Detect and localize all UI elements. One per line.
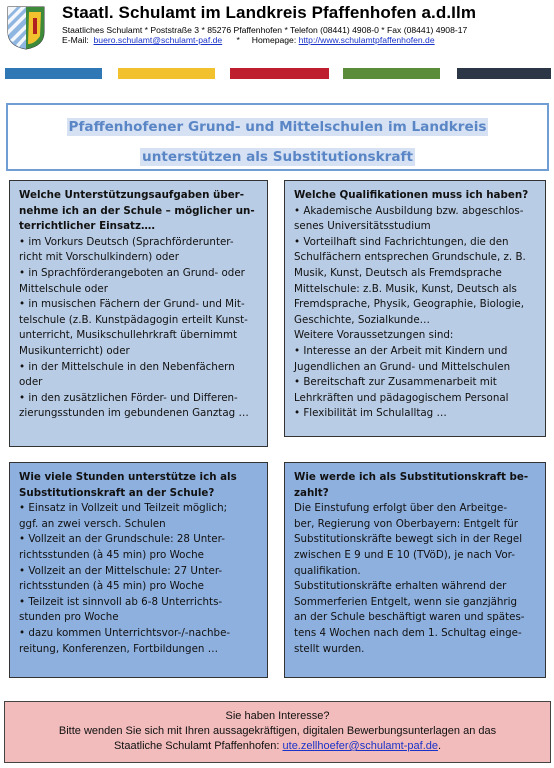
list-item: oder — [19, 376, 43, 389]
contact-box — [4, 701, 551, 763]
list-item: • Interesse an der Arbeit mit Kindern und — [294, 344, 508, 357]
payment-box — [284, 462, 546, 678]
list-item: Schulfächern entsprechen Grundschule, z. B. — [294, 251, 526, 264]
list-item: • Einsatz in Vollzeit und Teilzeit möglich; — [19, 502, 228, 515]
list-item: Musikunterricht) oder — [19, 344, 130, 357]
coat-of-arms-logo — [7, 6, 45, 50]
tasks-heading: Welche Unterstützungsaufgaben über- nehme ich an der Schule – möglicher un- terrichtlicher Einsatz…. — [19, 189, 255, 233]
list-item: richtsstunden (à 45 min) pro Woche — [19, 548, 205, 561]
separator: * — [236, 35, 240, 45]
list-item: • Vollzeit an der Grundschule: 28 Unter- — [19, 533, 225, 546]
address-line: Staatliches Schulamt * Poststraße 3 * 85276 Pfaffenhofen * Telefon (08441) 4908-0 * Fax (08441) 4908-17 — [62, 25, 468, 35]
contact-line-2: Bitte wenden Sie sich mit Ihren aussagekräftigen, digitalen Bewerbungsunterlagen an das — [58, 725, 497, 737]
color-bar-dark — [457, 68, 551, 79]
list-item: • im Vorkurs Deutsch (Sprachförderunter- — [19, 235, 234, 248]
list-item: • in musischen Fächern der Grund- und Mit- — [19, 298, 245, 311]
list-item: • in den zusätzlichen Förder- und Differen- — [19, 391, 238, 404]
payment-text — [294, 501, 536, 657]
color-bar-red — [230, 68, 329, 79]
hours-box — [9, 462, 268, 678]
text-line: Sommerferien Entgelt, wenn sie ganzjährig — [294, 595, 518, 608]
list-item: stunden pro Woche — [19, 611, 119, 624]
list-item: Mittelschule oder — [19, 282, 108, 295]
list-item: Musik, Kunst, Deutsch als Fremdsprache — [294, 266, 502, 279]
hours-list — [19, 501, 258, 657]
hours-heading: Wie viele Stunden unterstütze ich als Substitutionskraft an der Schule? — [19, 471, 237, 499]
text-line: Substitutionskräfte erhalten während der — [294, 580, 507, 593]
email-link[interactable]: buero.schulamt@schulamt-paf.de — [93, 35, 223, 45]
payment-heading: Wie werde ich als Substitutionskraft be- zahlt? — [294, 471, 529, 499]
homepage-link[interactable]: http://www.schulamtpfaffenhofen.de — [298, 35, 435, 45]
list-item: senes Universitätsstudium — [294, 220, 431, 233]
qualifications-heading: Welche Qualifikationen muss ich haben? — [294, 189, 529, 201]
contact-line-1: Sie haben Interesse? — [225, 710, 330, 722]
list-item: • Akademische Ausbildung bzw. abgeschlos- — [294, 204, 524, 217]
title-box — [6, 103, 549, 171]
email-label: E-Mail: — [62, 35, 89, 45]
list-item: Lehrkräften und pädagogischem Personal — [294, 391, 509, 404]
text-line: Die Einstufung erfolgt über den Arbeitge- — [294, 502, 508, 515]
list-item: Fremdsprache, Physik, Geographie, Biologie, — [294, 298, 525, 311]
color-bar-yellow — [118, 68, 215, 79]
text-line: qualifikation. — [294, 564, 361, 577]
list-item: • in Sprachförderangeboten an Grund- oder — [19, 266, 245, 279]
authority-title: Staatl. Schulamt im Landkreis Pfaffenhofen a.d.Ilm — [62, 3, 477, 22]
list-item: ggf. an zwei versch. Schulen — [19, 517, 166, 530]
text-line: an der Schule beschäftigt waren und spätes- — [294, 611, 525, 624]
tasks-list — [19, 235, 258, 422]
list-item: Mittelschule: z.B. Musik, Kunst, Deutsch als — [294, 282, 517, 295]
color-bar-green — [343, 68, 440, 79]
text-line: Substitutionskräfte bewegt sich in der Regel — [294, 533, 523, 546]
contact-line-3: Staatliche Schulamt Pfaffenhofen: ute.zellhoefer@schulamt-paf.de. — [113, 740, 442, 752]
list-item: telschule (z.B. Kunstpädagogin erteilt Kunst- — [19, 313, 248, 326]
title-line-2: unterstützen als Substitutionskraft — [142, 149, 413, 165]
title-line-1: Pfaffenhofener Grund- und Mittelschulen im Landkreis — [68, 119, 487, 135]
tasks-box — [9, 180, 268, 447]
list-item: unterricht, Musikschullehrkraft übernimmt — [19, 329, 238, 342]
list-item: zierungsstunden im gebundenen Ganztag … — [19, 407, 249, 420]
list-item: • Teilzeit ist sinnvoll ab 6-8 Unterrichts- — [19, 595, 223, 608]
qualifications-list — [294, 204, 536, 422]
text-line: tens 4 Wochen nach dem 1. Schultag einge- — [294, 626, 522, 639]
list-item: richt mit Vorschulkindern) oder — [19, 251, 180, 264]
list-item: richtsstunden (à 45 min) pro Woche — [19, 580, 205, 593]
list-item: • in der Mittelschule in den Nebenfächern — [19, 360, 235, 373]
list-item: • Flexibilität im Schulalltag … — [294, 407, 447, 420]
list-item: • Vollzeit an der Mittelschule: 27 Unter- — [19, 564, 223, 577]
contact-email-link[interactable]: ute.zellhoefer@schulamt-paf.de — [282, 740, 438, 752]
list-item: Weitere Voraussetzungen sind: — [294, 329, 454, 342]
qualifications-box — [284, 180, 546, 437]
text-line: ber, Regierung von Oberbayern: Entgelt für — [294, 517, 518, 530]
list-item: • dazu kommen Unterrichtsvor-/-nachbe- — [19, 626, 231, 639]
text-line: stellt wurden. — [294, 642, 365, 655]
contact-line — [62, 35, 435, 45]
list-item: • Vorteilhaft sind Fachrichtungen, die den — [294, 235, 509, 248]
color-bar-blue — [5, 68, 102, 79]
list-item: Geschichte, Sozialkunde… — [294, 313, 430, 326]
homepage-label: Homepage: — [251, 35, 297, 45]
list-item: • Bereitschaft zur Zusammenarbeit mit — [294, 376, 497, 389]
list-item: reitung, Konferenzen, Fortbildungen … — [19, 642, 219, 655]
text-line: zwischen E 9 und E 10 (TVöD), je nach Vor- — [294, 548, 515, 561]
list-item: Jugendlichen an Grund- und Mittelschulen — [294, 360, 511, 373]
